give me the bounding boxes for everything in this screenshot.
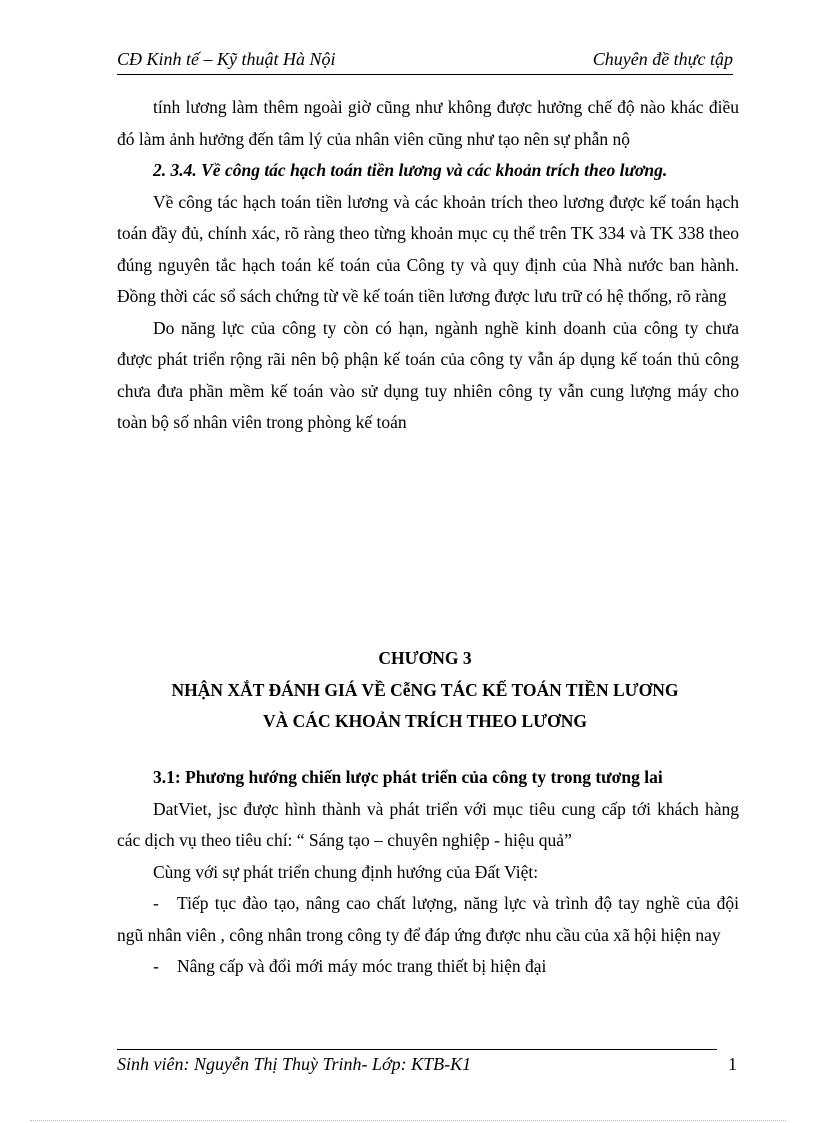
footer-divider	[117, 1049, 717, 1050]
chapter-title-block	[117, 643, 733, 738]
paragraph-accounting-work: Về công tác hạch toán tiền lương và các khoản trích theo lương được kế toán hạch toán đầy đủ, chính xác, rõ ràng theo từng khoản mục cụ thể trên TK 334 và TK 338 theo đúng nguyên tắc hạch toán kế toán của Công ty và quy định của Nhà nước ban hành. Đồng thời các sổ sách chứng từ về kế toán tiền lương được lưu trữ có hệ thống, rõ ràng	[117, 191, 739, 306]
chapter-title-line-1: NHẬN XẮT ĐÁNH GIÁ VỀ CễNG TÁC KẾ TOÁN TIỀN LƯƠNG	[171, 679, 679, 700]
paragraph-development: Cùng với sự phát triển chung định hướng của Đất Việt:	[153, 861, 539, 882]
bullet-item	[117, 951, 739, 983]
section-heading-3-1: 3.1: Phương hướng chiến lược phát triển của công ty trong tương lai	[153, 767, 663, 787]
section-3-1	[117, 762, 739, 983]
body-content	[117, 92, 739, 439]
bullet-text: Nâng cấp và đổi mới máy móc trang thiết bị hiện đại	[177, 956, 547, 976]
header-institution: CĐ Kinh tế – Kỹ thuật Hà Nội	[117, 49, 336, 69]
bullet-text: Tiếp tục đào tạo, nâng cao chất lượng, năng lực và trình độ tay nghề của đội ngũ nhân viên , công nhân trong công ty để đáp ứng được nhu cầu của xã hội hiện nay	[117, 893, 739, 945]
paragraph-datviet: DatViet, jsc được hình thành và phát triển với mục tiêu cung cấp tới khách hàng các dịch vụ theo tiêu chí: “ Sáng tạo – chuyên nghiệp - hiệu quả”	[117, 798, 739, 850]
bullet-dash: -	[153, 893, 159, 913]
footer-student-info: Sinh viên: Nguyễn Thị Thuỳ Trinh- Lớp: KTB-K1	[117, 1054, 472, 1074]
paragraph-capacity: Do năng lực của công ty còn có hạn, ngành nghề kinh doanh của công ty chưa được phát triển rộng rãi nên bộ phận kế toán của công ty vẫn áp dụng kế toán thủ công chưa đưa phần mềm kế toán vào sử dụng tuy nhiên công ty vẫn cung lượng máy cho toàn bộ số nhân viên trong phòng kế toán	[117, 317, 739, 432]
bullet-item	[117, 888, 739, 951]
bullet-dash: -	[153, 956, 159, 976]
paragraph-continued: tính lương làm thêm ngoài giờ cũng như không được hưởng chế độ nào khác điều đó làm ảnh hưởng đến tâm lý của nhân viên cũng như tạo nên sự phẫn nộ	[117, 97, 739, 149]
page-number: 1	[728, 1054, 737, 1074]
chapter-title-line-2: VÀ CÁC KHOẢN TRÍCH THEO LƯƠNG	[263, 711, 587, 731]
section-heading-2-3-4: 2. 3.4. Về công tác hạch toán tiền lương và các khoản trích theo lương.	[153, 160, 668, 180]
chapter-number: CHƯƠNG 3	[378, 648, 472, 668]
page-bottom-divider	[30, 1120, 786, 1121]
page-header	[117, 46, 733, 75]
header-document-type: Chuyên đề thực tập	[592, 49, 733, 69]
